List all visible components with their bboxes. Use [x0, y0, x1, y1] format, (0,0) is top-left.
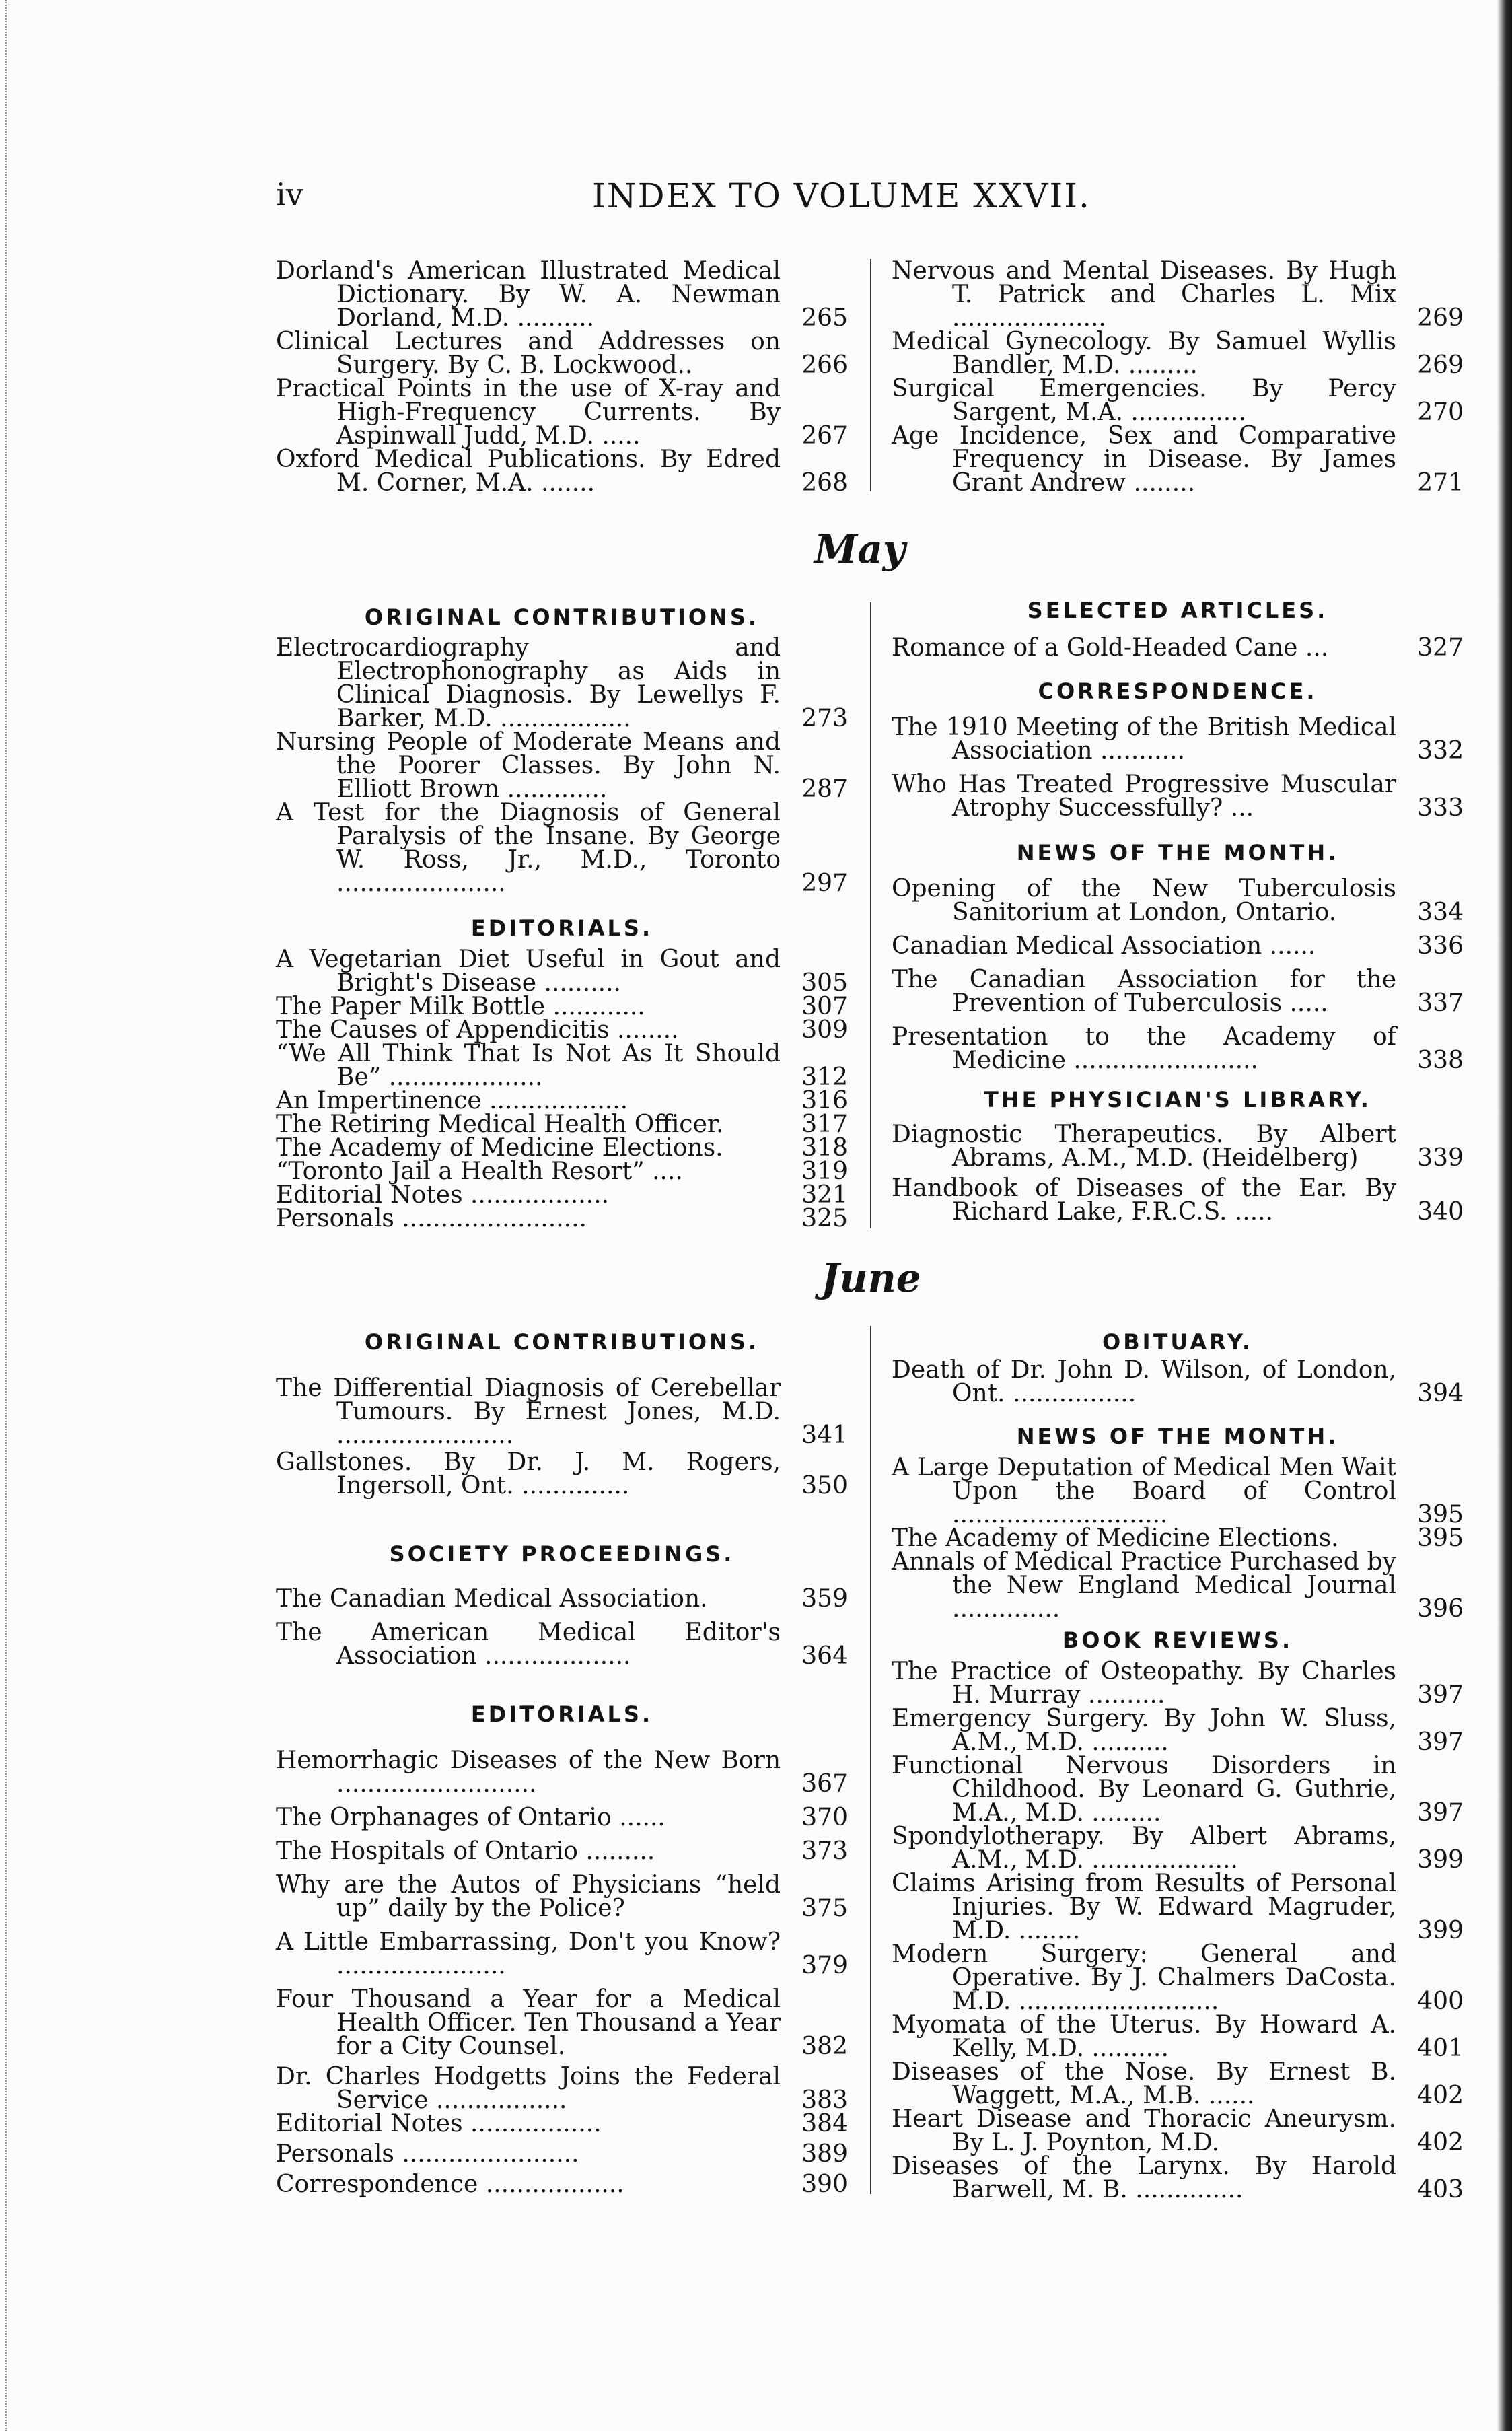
section-heading: SOCIETY PROCEEDINGS. — [389, 1541, 735, 1567]
index-entry: A Large Deputation of Medical Men Wait Upon the Board of Control ............................ 395 — [892, 1454, 1464, 1528]
section-heading: OBITUARY. — [1102, 1329, 1253, 1355]
index-entry: The 1910 Meeting of the British Medical Association ........... 332 — [892, 713, 1464, 765]
index-entry: The Paper Milk Bottle ............ 307 — [276, 993, 848, 1020]
index-entry: Emergency Surgery. By John W. Sluss, A.M., M.D. .......... 397 — [892, 1705, 1464, 1756]
index-entry: Death of Dr. John D. Wilson, of London, Ont. ................ 394 — [892, 1356, 1464, 1407]
index-entry: The Canadian Medical Association. 359 — [276, 1585, 848, 1613]
index-entry: Romance of a Gold-Headed Cane ... 327 — [892, 634, 1464, 662]
section-heading: NEWS OF THE MONTH. — [1016, 1423, 1339, 1449]
index-entry: Presentation to the Academy of Medicine ........................ 338 — [892, 1023, 1464, 1074]
index-entry: Dr. Charles Hodgetts Joins the Federal Service ................. 383 — [276, 2063, 848, 2114]
index-entry: Age Incidence, Sex and Comparative Frequency in Disease. By James Grant Andrew ........ 271 — [892, 422, 1464, 497]
column-divider-june — [870, 1326, 871, 2194]
index-entry: Personals ........................ 325 — [276, 1205, 848, 1232]
page-header — [276, 176, 1467, 223]
page-title: INDEX TO VOLUME XXVII. — [592, 176, 1091, 215]
index-entry: A Test for the Diagnosis of General Paralysis of the Insane. By George W. Ross, Jr., M.D., Toronto ...................... 297 — [276, 799, 848, 897]
column-divider-top — [870, 259, 871, 491]
index-entry: The Causes of Appendicitis ........ 309 — [276, 1016, 848, 1044]
month-heading-may: May — [814, 526, 906, 572]
index-entry: Why are the Autos of Physicians “held up” daily by the Police? 375 — [276, 1871, 848, 1922]
index-entry: Who Has Treated Progressive Muscular Atrophy Successfully? ... 333 — [892, 771, 1464, 822]
index-entry: The American Medical Editor's Association ................... 364 — [276, 1619, 848, 1670]
index-entry: The Academy of Medicine Elections. 318 — [276, 1134, 848, 1162]
index-entry: Correspondence .................. 390 — [276, 2171, 848, 2198]
index-entry: Spondylotherapy. By Albert Abrams, A.M., M.D. ................... 399 — [892, 1823, 1464, 1874]
index-entry: Editorial Notes .................. 321 — [276, 1181, 848, 1209]
section-heading: BOOK REVIEWS. — [1062, 1627, 1293, 1653]
index-entry: Diseases of the Nose. By Ernest B. Waggett, M.A., M.B. ...... 402 — [892, 2058, 1464, 2109]
index-entry: Oxford Medical Publications. By Edred M. Corner, M.A. ....... 268 — [276, 446, 848, 497]
index-entry: Medical Gynecology. By Samuel Wyllis Bandler, M.D. ......... 269 — [892, 328, 1464, 379]
index-entry: Gallstones. By Dr. J. M. Rogers, Ingersoll, Ont. .............. 350 — [276, 1448, 848, 1500]
index-entry: “We All Think That Is Not As It Should Be” .................... 312 — [276, 1040, 848, 1091]
index-entry: Clinical Lectures and Addresses on Surgery. By C. B. Lockwood.. 266 — [276, 328, 848, 379]
section-heading: ORIGINAL CONTRIBUTIONS. — [364, 604, 760, 630]
section-heading: EDITORIALS. — [470, 1701, 653, 1727]
index-entry: An Impertinence .................. 316 — [276, 1087, 848, 1115]
index-entry: Annals of Medical Practice Purchased by the New England Medical Journal .............. 396 — [892, 1548, 1464, 1623]
index-entry: Four Thousand a Year for a Medical Health Officer. Ten Thousand a Year for a City Counsel. 382 — [276, 1985, 848, 2060]
index-entry: A Little Embarrassing, Don't you Know? ...................... 379 — [276, 1928, 848, 1979]
section-heading: EDITORIALS. — [470, 915, 653, 941]
section-heading: THE PHYSICIAN'S LIBRARY. — [984, 1087, 1371, 1113]
index-entry: Claims Arising from Results of Personal Injuries. By W. Edward Magruder, M.D. ........ 399 — [892, 1870, 1464, 1944]
index-entry: Surgical Emergencies. By Percy Sargent, M.A. ............... 270 — [892, 375, 1464, 426]
section-heading: SELECTED ARTICLES. — [1027, 598, 1328, 623]
index-entry: Personals ....................... 389 — [276, 2140, 848, 2168]
index-entry: Functional Nervous Disorders in Childhood. By Leonard G. Guthrie, M.A., M.D. ......... 397 — [892, 1752, 1464, 1827]
index-entry: Practical Points in the use of X-ray and High-Frequency Currents. By Aspinwall Judd, M.D. ..... 267 — [276, 375, 848, 450]
index-entry: Editorial Notes ................. 384 — [276, 2110, 848, 2138]
index-entry: Opening of the New Tuberculosis Sanitorium at London, Ontario. 334 — [892, 875, 1464, 926]
section-heading: CORRESPONDENCE. — [1038, 678, 1318, 704]
section-heading: ORIGINAL CONTRIBUTIONS. — [364, 1329, 760, 1355]
index-entry: The Practice of Osteopathy. By Charles H. Murray .......... 397 — [892, 1658, 1464, 1709]
index-entry: The Retiring Medical Health Officer. 317 — [276, 1111, 848, 1138]
index-entry: Nursing People of Moderate Means and the Poorer Classes. By John N. Elliott Brown ............. 287 — [276, 728, 848, 803]
index-entry: A Vegetarian Diet Useful in Gout and Bright's Disease .......... 305 — [276, 946, 848, 997]
index-entry: “Toronto Jail a Health Resort” .... 319 — [276, 1158, 848, 1185]
index-entry: Handbook of Diseases of the Ear. By Richard Lake, F.R.C.S. ..... 340 — [892, 1174, 1464, 1226]
index-entry: Hemorrhagic Diseases of the New Born .......................... 367 — [276, 1747, 848, 1798]
scan-border-right — [1497, 0, 1512, 2431]
column-divider-may — [870, 602, 871, 1228]
scan-border-left — [0, 0, 7, 2431]
index-entry: Nervous and Mental Diseases. By Hugh T. Patrick and Charles L. Mix .................... 269 — [892, 257, 1464, 332]
index-entry: Diseases of the Larynx. By Harold Barwell, M. B. .............. 403 — [892, 2152, 1464, 2204]
index-entry: Myomata of the Uterus. By Howard A. Kelly, M.D. .......... 401 — [892, 2011, 1464, 2062]
index-entry: Diagnostic Therapeutics. By Albert Abrams, A.M., M.D. (Heidelberg) 339 — [892, 1121, 1464, 1172]
index-entry: Electrocardiography and Electrophonography as Aids in Clinical Diagnosis. By Lewellys F. Barker, M.D. ................. 273 — [276, 634, 848, 732]
index-entry: The Academy of Medicine Elections. 395 — [892, 1524, 1464, 1552]
index-entry: The Orphanages of Ontario ...... 370 — [276, 1804, 848, 1831]
index-entry: Canadian Medical Association ...... 336 — [892, 932, 1464, 960]
index-entry: Heart Disease and Thoracic Aneurysm. By L. J. Poynton, M.D. 402 — [892, 2105, 1464, 2156]
index-entry: The Hospitals of Ontario ......... 373 — [276, 1837, 848, 1865]
index-entry: Dorland's American Illustrated Medical Dictionary. By W. A. Newman Dorland, M.D. .......... 265 — [276, 257, 848, 332]
month-heading-june: June — [821, 1255, 921, 1301]
section-heading: NEWS OF THE MONTH. — [1016, 840, 1339, 866]
index-entry: The Canadian Association for the Prevention of Tuberculosis ..... 337 — [892, 966, 1464, 1017]
page-number: iv — [276, 176, 303, 213]
index-entry: The Differential Diagnosis of Cerebellar Tumours. By Ernest Jones, M.D. ....................... 341 — [276, 1374, 848, 1449]
index-entry: Modern Surgery: General and Operative. By J. Chalmers DaCosta. M.D. .......................... 400 — [892, 1940, 1464, 2015]
